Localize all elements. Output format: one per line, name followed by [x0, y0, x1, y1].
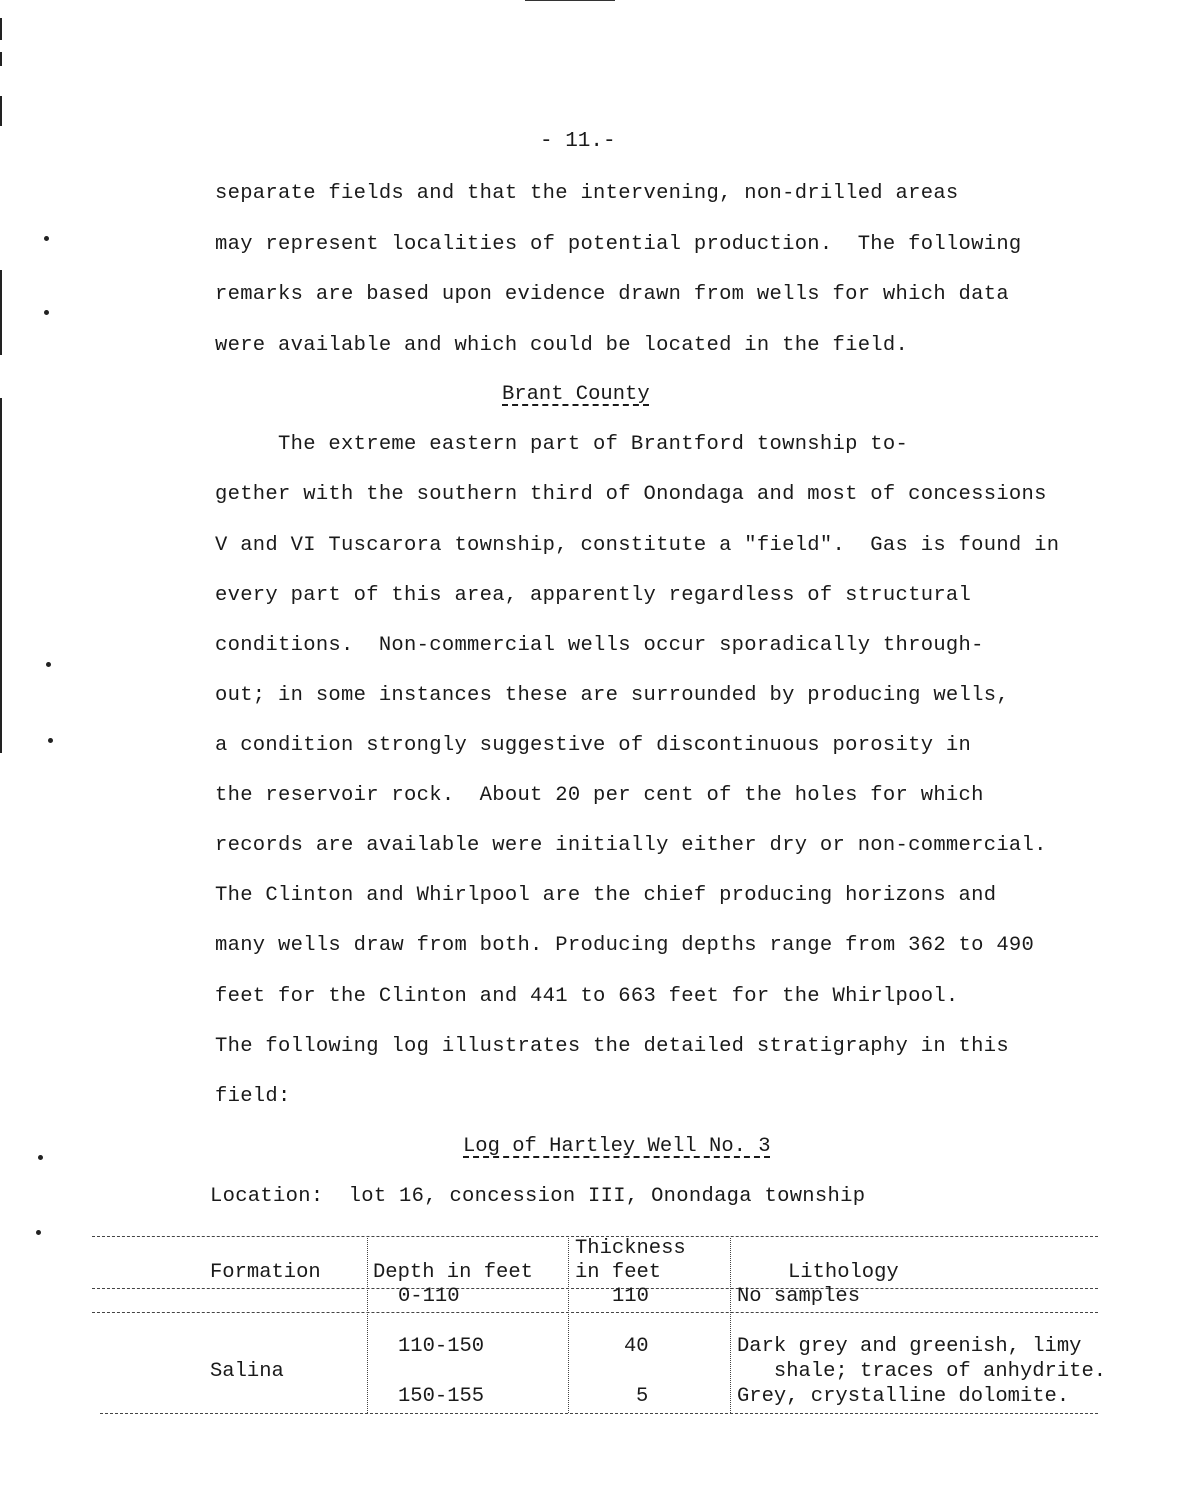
header-lithology: Lithology — [788, 1261, 899, 1284]
section-heading-brant-county: Brant County — [502, 383, 650, 406]
paragraph-line: V and VI Tuscarora township, constitute a "field". Gas is found in — [215, 534, 1060, 557]
cell-thickness: 5 — [636, 1385, 649, 1408]
header-depth: Depth in feet — [373, 1261, 533, 1284]
binder-hole-mark — [44, 310, 49, 315]
paragraph-line: records are available were initially either dry or non-commercial. — [215, 834, 1047, 857]
top-rule — [525, 0, 615, 1]
location-line: Location: lot 16, concession III, Onondaga township — [210, 1185, 866, 1208]
paragraph-line: The extreme eastern part of Brantford township to- — [215, 433, 909, 456]
paragraph-line: separate fields and that the intervening, non-drilled areas — [215, 182, 959, 205]
left-edge-mark — [0, 270, 2, 355]
table-column-divider — [367, 1238, 368, 1413]
page-number: - 11.- — [540, 130, 616, 153]
cell-thickness: 110 — [612, 1285, 649, 1308]
paragraph-line: feet for the Clinton and 441 to 663 feet for the Whirlpool. — [215, 985, 959, 1008]
paragraph-line: The following log illustrates the detailed stratigraphy in this — [215, 1035, 1009, 1058]
paragraph-line: may represent localities of potential production. The following — [215, 233, 1022, 256]
header-thickness: in feet — [575, 1261, 662, 1284]
paragraph-line: were available and which could be located in the field. — [215, 334, 909, 357]
table-row-rule — [92, 1312, 1098, 1313]
cell-depth: 0-110 — [398, 1285, 460, 1308]
paragraph-line: conditions. Non-commercial wells occur sporadically through- — [215, 634, 984, 657]
paragraph-line: out; in some instances these are surrounded by producing wells, — [215, 684, 1009, 707]
cell-lithology: shale; traces of anhydrite. — [737, 1360, 1107, 1383]
paragraph-line: a condition strongly suggestive of discontinuous porosity in — [215, 734, 972, 757]
log-heading: Log of Hartley Well No. 3 — [463, 1135, 771, 1158]
paragraph-line: field: — [215, 1085, 291, 1108]
paragraph-line: the reservoir rock. About 20 per cent of the holes for which — [215, 784, 984, 807]
paragraph-line: The Clinton and Whirlpool are the chief producing horizons and — [215, 884, 997, 907]
cell-lithology: No samples — [737, 1285, 861, 1308]
left-edge-mark — [0, 398, 2, 753]
cell-thickness: 40 — [624, 1335, 649, 1358]
left-edge-mark — [0, 18, 2, 40]
paragraph-line: every part of this area, apparently regardless of structural — [215, 584, 972, 607]
header-thickness: Thickness — [575, 1237, 686, 1260]
binder-hole-mark — [46, 662, 51, 667]
left-edge-mark — [0, 52, 2, 66]
cell-depth: 110-150 — [398, 1335, 485, 1358]
binder-hole-mark — [36, 1230, 41, 1235]
left-edge-mark — [0, 96, 2, 126]
paragraph-line: gether with the southern third of Onondaga and most of concessions — [215, 483, 1047, 506]
binder-hole-mark — [48, 738, 53, 743]
paragraph-line: many wells draw from both. Producing depths range from 362 to 490 — [215, 934, 1035, 957]
cell-depth: 150-155 — [398, 1385, 485, 1408]
cell-lithology: Grey, crystalline dolomite. — [737, 1385, 1070, 1408]
binder-hole-mark — [44, 236, 49, 241]
paragraph-line: remarks are based upon evidence drawn from wells for which data — [215, 283, 1009, 306]
table-header-rule — [92, 1288, 1098, 1289]
table-bottom-rule — [100, 1413, 1098, 1414]
header-formation: Formation — [210, 1261, 321, 1284]
table-column-divider — [730, 1238, 731, 1413]
cell-lithology: Dark grey and greenish, limy — [737, 1335, 1082, 1358]
table-column-divider — [568, 1238, 569, 1413]
cell-formation: Salina — [210, 1360, 284, 1383]
binder-hole-mark — [38, 1155, 43, 1160]
